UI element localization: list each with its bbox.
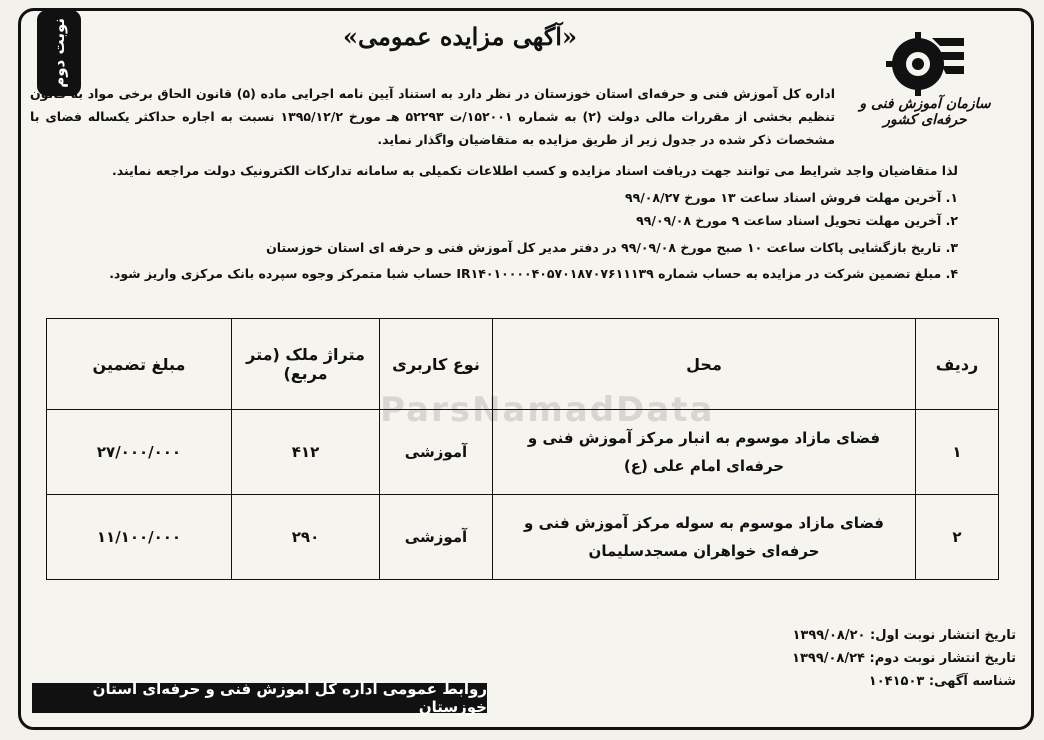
organization-logo-icon — [880, 30, 970, 96]
cell-deposit: ۲۷/۰۰۰/۰۰۰ — [47, 410, 232, 495]
header-row-number: ردیف — [916, 319, 999, 410]
auction-table — [46, 318, 999, 580]
cell-area: ۲۹۰ — [232, 495, 380, 580]
cell-location: فضای مازاد موسوم به سوله مرکز آموزش فنی و حرفه‌ای خواهران مسجدسلیمان — [493, 495, 916, 580]
table-row — [47, 495, 999, 580]
item-delivery-deadline: ۲. آخرین مهلت تحویل اسناد ساعت ۹ مورخ ۹۹/۰۹/۰۸ — [636, 213, 958, 228]
intro-paragraph: اداره کل آموزش فنی و حرفه‌ای استان خوزستان در نظر دارد به استناد آیین نامه اجرایی ماده (۵) قانون الحاق برخی مواد به قانون تنظیم بخشی از مقررات مالی دولت (۲) به شماره ۱۵۲۰۰۱/ت ۵۲۲۹۳ هـ مورخ ۱۳۹۵/۱۲/۲ نسبت به اجاره حداکثر یکساله فضای با مشخصات ذکر شده در جدول زیر از طریق مزایده به متقاضیان واگذار نماید. — [30, 86, 836, 147]
public-relations-footer — [32, 680, 487, 716]
table-header-row — [47, 319, 999, 410]
footer-text: روابط عمومی اداره کل آموزش فنی و حرفه‌ای استان خوزستان — [92, 680, 487, 716]
second-publication-date: تاریخ انتشار نوبت دوم: ۱۳۹۹/۰۸/۲۴ — [792, 651, 1016, 666]
cell-row-number: ۲ — [916, 495, 999, 580]
organization-name: سازمان آموزش فنی و حرفه‌ای کشور — [859, 96, 991, 128]
table-row — [47, 410, 999, 495]
instruction-line: لذا متقاضیان واجد شرایط می توانند جهت دریافت اسناد مزایده و کسب اطلاعات تکمیلی به سامانه تدارکات الکترونیک دولت مراجعه نمایند. — [111, 163, 958, 178]
item-deposit-account: ۴. مبلغ تضمین شرکت در مزایده به حساب شماره IR۱۴۰۱۰۰۰۰۴۰۵۷۰۱۸۷۰۷۶۱۱۱۳۹ حساب شبا متمرکز وجوه سپرده بانک مرکزی واریز شود. — [109, 266, 958, 281]
header-deposit: مبلغ تضمین — [47, 319, 232, 410]
cell-usage: آموزشی — [380, 410, 493, 495]
first-publication-date: تاریخ انتشار نوبت اول: ۱۳۹۹/۰۸/۲۰ — [792, 628, 1016, 643]
cell-location: فضای مازاد موسوم به انبار مرکز آموزش فنی و حرفه‌ای امام علی (ع) — [493, 410, 916, 495]
round-badge-text: نوبت دوم — [50, 18, 68, 88]
watermark: ParsNamadData — [380, 390, 715, 430]
item-opening-date: ۳. تاریخ بازگشایی پاکات ساعت ۱۰ صبح مورخ ۹۹/۰۹/۰۸ در دفتر مدیر کل آموزش فنی و حرفه ای استان خوزستان — [266, 240, 958, 255]
cell-deposit: ۱۱/۱۰۰/۰۰۰ — [47, 495, 232, 580]
header-usage: نوع کاربری — [380, 319, 493, 410]
header-location: محل — [493, 319, 916, 410]
notice-title: «آگهی مزایده عمومی» — [343, 22, 577, 51]
notice-id: شناسه آگهی: ۱۰۴۱۵۰۳ — [868, 674, 1016, 689]
item-sale-deadline: ۱. آخرین مهلت فروش اسناد ساعت ۱۳ مورخ ۹۹/۰۸/۲۷ — [624, 190, 958, 205]
cell-area: ۴۱۲ — [232, 410, 380, 495]
header-area: متراژ ملک (متر مربع) — [232, 319, 380, 410]
cell-usage: آموزشی — [380, 495, 493, 580]
cell-row-number: ۱ — [916, 410, 999, 495]
